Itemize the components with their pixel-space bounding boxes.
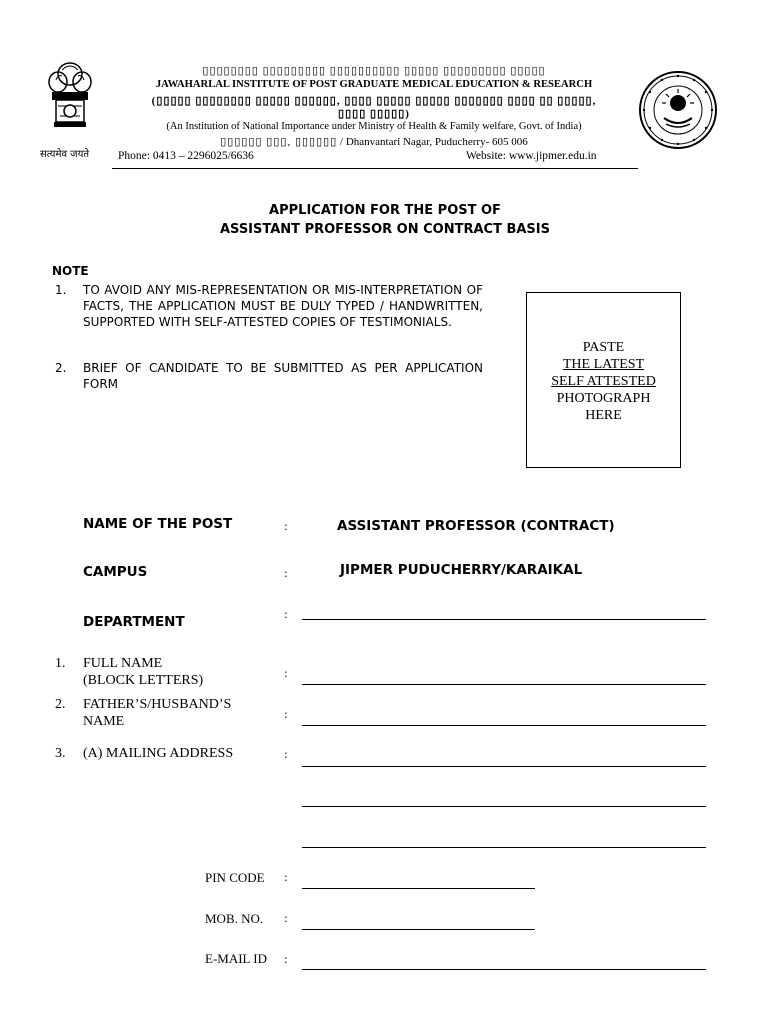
jipmer-seal-icon	[638, 70, 718, 150]
department-label: DEPARTMENT	[83, 614, 185, 630]
email-colon: :	[284, 953, 288, 966]
address-hindi: ▯▯▯▯▯▯ ▯▯▯, ▯▯▯▯▯▯	[220, 136, 338, 148]
email-label: E-MAIL ID	[205, 951, 267, 966]
full-name-colon: :	[284, 667, 288, 680]
father-name-number: 2.	[55, 697, 66, 712]
full-name-field[interactable]	[302, 684, 706, 685]
full-name-label	[83, 655, 203, 689]
full-name-label-line-2: (BLOCK LETTERS)	[83, 673, 204, 688]
note-heading: NOTE	[52, 264, 89, 278]
father-name-label-line-2: NAME	[83, 714, 125, 729]
post-colon: :	[284, 520, 288, 533]
website-link[interactable]: Website: www.jipmer.edu.in	[466, 150, 597, 162]
phone-number: Phone: 0413 – 2296025/6636	[118, 150, 254, 162]
email-field[interactable]	[302, 969, 706, 970]
post-label: NAME OF THE POST	[83, 516, 233, 532]
father-name-label	[83, 696, 231, 730]
full-name-number: 1.	[55, 656, 66, 671]
department-field[interactable]	[302, 619, 706, 620]
note-item-1-number: 1.	[55, 283, 67, 297]
photo-box[interactable]	[526, 292, 681, 468]
post-value: ASSISTANT PROFESSOR (CONTRACT)	[337, 518, 615, 534]
emblem-motto: सत्यमेव जयते	[40, 149, 90, 160]
institute-title: JAWAHARLAL INSTITUTE OF POST GRADUATE MEDICAL EDUCATION & RESEARCH	[155, 79, 593, 90]
mobile-number-colon: :	[284, 912, 288, 925]
institute-address	[116, 135, 632, 148]
department-colon: :	[284, 608, 288, 621]
national-emblem-icon	[40, 60, 100, 142]
address-field-line-1[interactable]	[302, 766, 706, 767]
photo-instruction-line-4: PHOTOGRAPH	[556, 391, 651, 406]
address-number: 3.	[55, 746, 66, 761]
pin-code-label: PIN CODE	[205, 870, 265, 885]
form-title-line-1: APPLICATION FOR THE POST OF	[269, 203, 501, 218]
photo-instruction-line-1: PASTE	[582, 340, 625, 355]
campus-value: JIPMER PUDUCHERRY/KARAIKAL	[340, 562, 583, 578]
hindi-subtitle-line-2: ▯▯▯▯ ▯▯▯▯▯)	[338, 108, 410, 120]
note-item-1-text: TO AVOID ANY MIS-REPRESENTATION OR MIS-INTERPRETATION OF FACTS, THE APPLICATION MUST BE DULY TYPED / HANDWRITTEN, SUPPORTED WITH SELF-ATTESTED COPIES OF TESTIMONIALS.	[83, 283, 483, 329]
photo-instruction-line-5: HERE	[585, 408, 622, 423]
address-english: / Dhanvantari Nagar, Puducherry- 605 006	[337, 136, 528, 148]
photo-instruction-line-3: SELF ATTESTED	[551, 374, 656, 389]
form-title-line-2: ASSISTANT PROFESSOR ON CONTRACT BASIS	[219, 222, 550, 237]
photo-instruction-line-2: THE LATEST	[562, 357, 645, 372]
mobile-number-label: MOB. NO.	[205, 911, 264, 926]
address-field-line-2[interactable]	[302, 806, 706, 807]
hindi-subtitle-line: (▯▯▯▯▯ ▯▯▯▯▯▯▯▯ ▯▯▯▯▯ ▯▯▯▯▯▯, ▯▯▯▯ ▯▯▯▯▯ ▯▯▯▯▯ ▯▯▯▯▯▯▯ ▯▯▯▯ ▯▯ ▯▯▯▯▯,	[151, 95, 597, 107]
father-name-field[interactable]	[302, 725, 706, 726]
campus-label: CAMPUS	[83, 564, 148, 580]
hindi-institute-title: ▯▯▯▯▯▯▯▯ ▯▯▯▯▯▯▯▯▯ ▯▯▯▯▯▯▯▯▯▯ ▯▯▯▯▯ ▯▯▯▯▯▯▯▯▯ ▯▯▯▯▯	[202, 65, 546, 77]
father-name-label-line-1: FATHER’S/HUSBAND’S	[83, 697, 232, 712]
address-field-line-3[interactable]	[302, 847, 706, 848]
note-item-2-number: 2.	[55, 361, 67, 375]
mailing-address-label: (A) MAILING ADDRESS	[83, 746, 234, 761]
header-divider	[112, 168, 638, 169]
pin-code-field[interactable]	[302, 888, 535, 889]
pin-code-colon: :	[284, 871, 288, 884]
campus-colon: :	[284, 567, 288, 580]
full-name-label-line-1: FULL NAME	[83, 656, 163, 671]
institution-status: (An Institution of National Importance under Ministry of Health & Family welfare, Govt. of India)	[166, 121, 582, 132]
father-name-colon: :	[284, 708, 288, 721]
address-colon: :	[284, 748, 288, 761]
note-item-2-text: BRIEF OF CANDIDATE TO BE SUBMITTED AS PER APPLICATION FORM	[83, 361, 483, 391]
mobile-number-field[interactable]	[302, 929, 535, 930]
